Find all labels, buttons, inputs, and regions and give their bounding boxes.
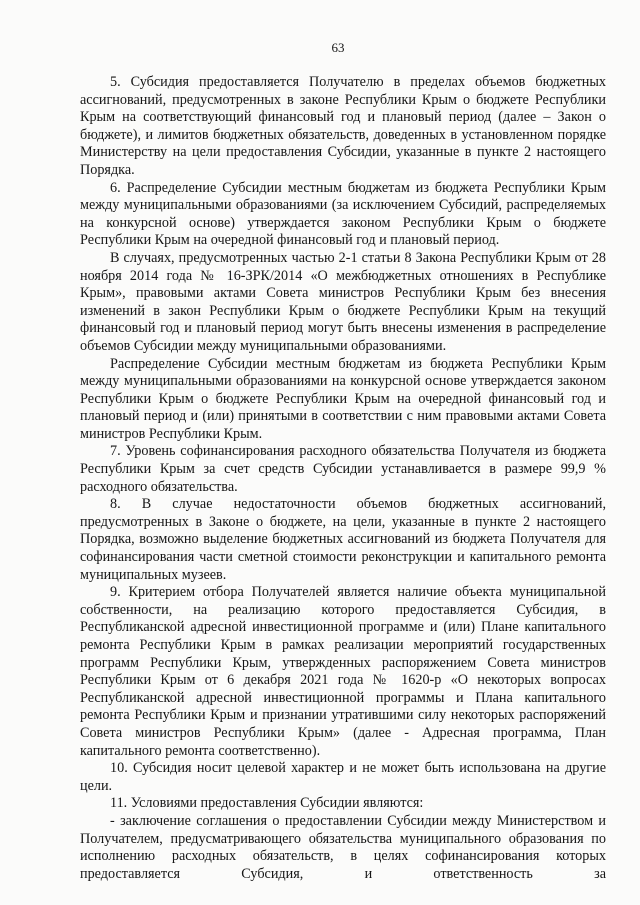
paragraph-11-bullet-1: - заключение соглашения о предоставлении Субсидии между Министерством и Получателем, предусматривающего обязательства муниципального образования по исполнению расходных обязательств, в целях софинансирования которых предоставляется Субсидия, и ответственность за (80, 812, 606, 882)
paragraph-10: 10. Субсидия носит целевой характер и не может быть использована на другие цели. (80, 760, 606, 794)
paragraph-6-cases: В случаях, предусмотренных частью 2-1 статьи 8 Закона Республики Крым от 28 ноября 2014 года № 16-ЗРК/2014 «О межбюджетных отношениях в Республике Крым», правовыми актами Совета министров Республики Крым без внесения изменений в закон Республики Крым о бюджете Республики Крым на текущий финансовый год и плановый период могут быть внесены изменения в распределение объемов Субсидии между муниципальными образованиями. (80, 249, 606, 354)
paragraph-9: 9. Критерием отбора Получателей является наличие объекта муниципальной собственности, на реализацию которого предоставляется Субсидия, в Республиканской адресной инвестиционной программе и (или) Плане капитального ремонта Республики Крым в рамках реализации мероприятий государственных программ Республики Крым, утвержденных распоряжением Совета министров Республики Крым от 6 декабря 2021 года № 1620-р «О некоторых вопросах Республиканской адресной инвестиционной программы и Плана капитального ремонта Республики Крым и признании утратившими силу некоторых распоряжений Совета министров Республики Крым» (далее - Адресная программа, План капитального ремонта соответственно). (80, 584, 606, 759)
paragraph-6: 6. Распределение Субсидии местным бюджетам из бюджета Республики Крым между муниципальными образованиями (за исключением Субсидий, распределяемых на конкурсной основе) утверждается законом Республики Крым о бюджете Республики Крым на очередной финансовый год и плановый период. (80, 179, 606, 249)
paragraph-11: 11. Условиями предоставления Субсидии являются: (110, 795, 424, 812)
paragraph-5: 5. Субсидия предоставляется Получателю в пределах объемов бюджетных ассигнований, предусмотренных в законе Республики Крым о бюджете Республики Крым на соответствующий финансовый год и плановый период (далее – Закон о бюджете), и лимитов бюджетных обязательств, доведенных в установленном порядке Министерству на цели предоставления Субсидии, указанные в пункте 2 настоящего Порядка. (80, 74, 606, 178)
paragraph-6-competitive: Распределение Субсидии местным бюджетам из бюджета Республики Крым между муниципальными образованиями на конкурсной основе утверждается законом Республики Крым о бюджете Республики Крым на очередной финансовый год и плановый период и (или) принятыми в соответствии с ним правовыми актами Совета министров Республики Крым. (80, 355, 606, 442)
page-number: 63 (331, 40, 345, 55)
paragraph-7: 7. Уровень софинансирования расходного обязательства Получателя из бюджета Республики Крым за счет средств Субсидии устанавливается в размере 99,9 % расходного обязательства. (80, 443, 606, 495)
paragraph-8: 8. В случае недостаточности объемов бюджетных ассигнований, предусмотренных в Законе о бюджете, на цели, указанные в пункте 2 настоящего Порядка, возможно выделение бюджетных ассигнований из бюджета Получателя для софинансирования части сметной стоимости реконструкции и капитального ремонта муниципальных музеев. (80, 496, 606, 583)
